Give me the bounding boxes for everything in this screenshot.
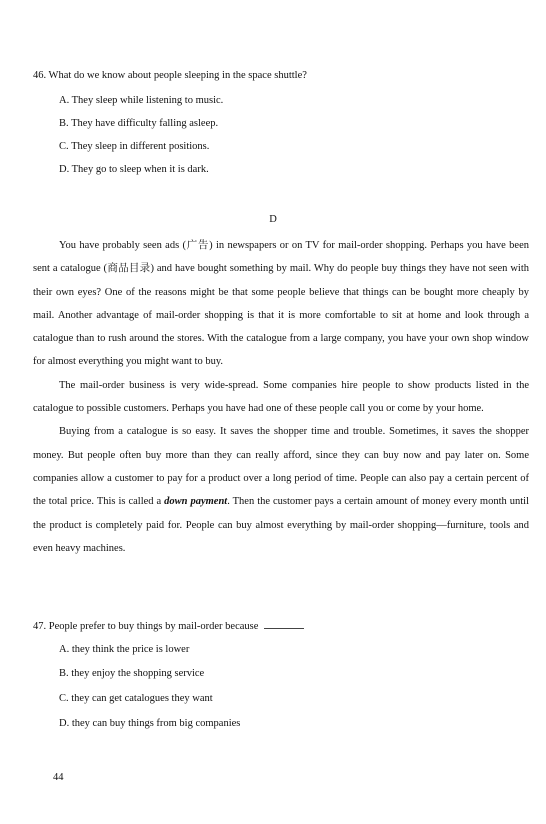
question-46-option-c: C. They sleep in different positions. <box>59 141 210 152</box>
answer-blank <box>264 620 304 629</box>
question-47-stem-row <box>33 620 533 632</box>
question-47-option-a: A. they think the price is lower <box>59 644 190 655</box>
passage-paragraph-1: You have probably seen ads (广告) in newspapers or on TV for mail-order shopping. Perhaps you have been sent a catalogue (商品目录) and have bought something by mail. Why do people buy things they have not seen with their own eyes? One of the reasons might be that some people believe that things can be bought more cheaply by mail. Another advantage of mail-order shopping is that it is more comfortable to sit at home and look through a catalogue than to rush around the stores. With the catalogue from a large company, you have your own shop window for almost everything you might want to buy. <box>33 240 529 368</box>
question-47-option-b: B. they enjoy the shopping service <box>59 668 205 679</box>
down-payment-term: down payment <box>164 496 228 508</box>
passage-paragraph-3 <box>33 420 529 560</box>
paragraph-3-text-before: Buying from a catalogue is so easy. It saves the shopper time and trouble. Sometimes, it saves the shopper money. But people often buy more than they can really afford, since they can buy now and pay later on. Some companies allow a customer to pay for a product over a long period of time. People can also pay a certain percent of the total price. This is called a <box>33 426 529 508</box>
paragraph-3-text-after: . Then the customer pays a certain amount of money every month until the product is completely paid for. People can buy almost everything by mail-order shopping—furniture, tools and even heavy machines. <box>33 496 529 554</box>
passage-paragraph-2: The mail-order business is very wide-spread. Some companies hire people to show products listed in the catalogue to possible customers. Perhaps you have had one of these people call you or come by your home. <box>33 379 529 415</box>
question-47-stem: 47. People prefer to buy things by mail-order because <box>33 621 259 632</box>
question-46-stem: 46. What do we know about people sleeping in the space shuttle? <box>33 70 307 81</box>
passage-body <box>33 234 529 560</box>
question-46-option-d: D. They go to sleep when it is dark. <box>59 164 209 175</box>
question-47-option-c: C. they can get catalogues they want <box>59 693 213 704</box>
question-47-option-d: D. they can buy things from big companies <box>59 718 241 729</box>
passage-heading: D <box>269 214 277 225</box>
page-number: 44 <box>53 772 64 783</box>
question-46-option-b: B. They have difficulty falling asleep. <box>59 118 219 129</box>
question-46-option-a: A. They sleep while listening to music. <box>59 95 224 106</box>
